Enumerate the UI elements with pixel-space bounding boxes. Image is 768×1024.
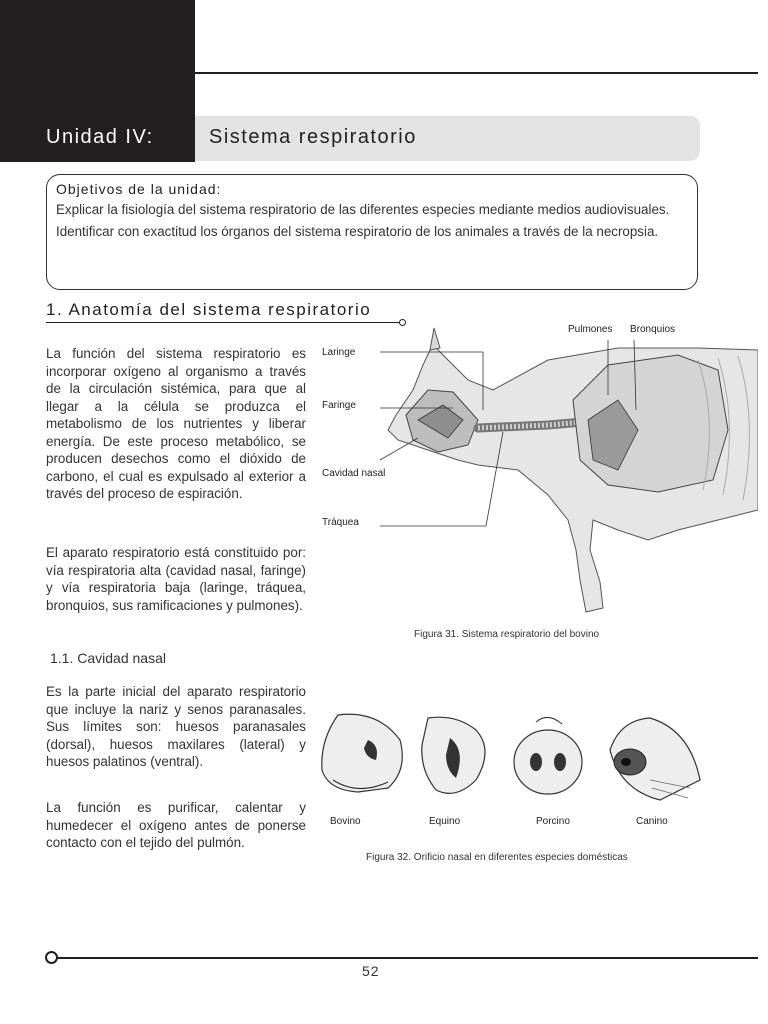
canine-nostril-icon — [600, 710, 702, 810]
figure-32-caption: Figura 32. Orificio nasal en diferentes especies domésticas — [366, 852, 628, 863]
label-laringe: Laringe — [322, 347, 356, 358]
species-label: Bovino — [330, 816, 361, 827]
objectives-box — [46, 174, 698, 290]
species-label: Porcino — [536, 816, 570, 827]
footer-rule-dot — [45, 951, 58, 964]
label-bronquios: Bronquios — [630, 324, 676, 335]
subsection-title: 1.1. Cavidad nasal — [50, 650, 166, 666]
species-label: Equino — [429, 816, 461, 827]
unit-title: Sistema respiratorio — [209, 126, 417, 148]
bovine-nostril-icon — [318, 710, 410, 810]
objective-item: Explicar la fisiología del sistema respiratorio de las diferentes especies mediante medios audiovisuales. — [56, 202, 670, 217]
species-label: Canino — [636, 816, 668, 827]
page-number: 52 — [362, 963, 380, 979]
section-title: 1. Anatomía del sistema respiratorio — [46, 300, 372, 319]
unit-label: Unidad IV: — [46, 126, 154, 148]
header-rule — [195, 72, 758, 74]
label-traquea: Tráquea — [322, 517, 359, 528]
label-cavidad-nasal: Cavidad nasal — [322, 468, 386, 479]
paragraph-text: El aparato respiratorio está constituido por: vía respiratoria alta (cavidad nasal, faringe) y vía respiratoria baja (laringe, tráquea, bronquios, sus ramificaciones y pulmones). — [46, 545, 306, 613]
figure-31-caption: Figura 31. Sistema respiratorio del bovino — [414, 629, 600, 640]
label-faringe: Faringe — [322, 400, 356, 411]
paragraph-text: La función del sistema respiratorio es incorporar oxígeno al organismo a través de la circulación sistémica, para que al llegar a la célula se produzca el metabolismo de los nutrientes y liberar energía. De este proceso metabólico, se producen desechos como el dióxido de carbono, el cual es expulsado al exterior a través del proceso de espiración. — [46, 346, 306, 501]
paragraph-text: La función es purificar, calentar y humedecer el oxígeno antes de ponerse contacto con el tejido del pulmón. — [46, 800, 306, 850]
equine-nostril-icon — [416, 710, 496, 810]
body-paragraph — [46, 799, 306, 852]
body-paragraph — [46, 345, 306, 503]
label-pulmones: Pulmones — [568, 324, 613, 335]
paragraph-text: Es la parte inicial del aparato respiratorio que incluye la nariz y senos paranasales. Sus límites son: huesos paranasales (dorsal), huesos maxilares (lateral) y huesos palatinos (ventral). — [46, 684, 306, 769]
objectives-heading: Objetivos de la unidad: — [56, 181, 222, 197]
bovine-respiratory-illustration — [318, 320, 758, 640]
footer-rule — [52, 957, 758, 959]
porcine-nostril-icon — [506, 712, 596, 808]
objective-item: Identificar con exactitud los órganos del sistema respiratorio de los animales a través de la necropsia. — [56, 223, 659, 239]
body-paragraph — [46, 544, 306, 614]
body-paragraph — [46, 683, 306, 771]
